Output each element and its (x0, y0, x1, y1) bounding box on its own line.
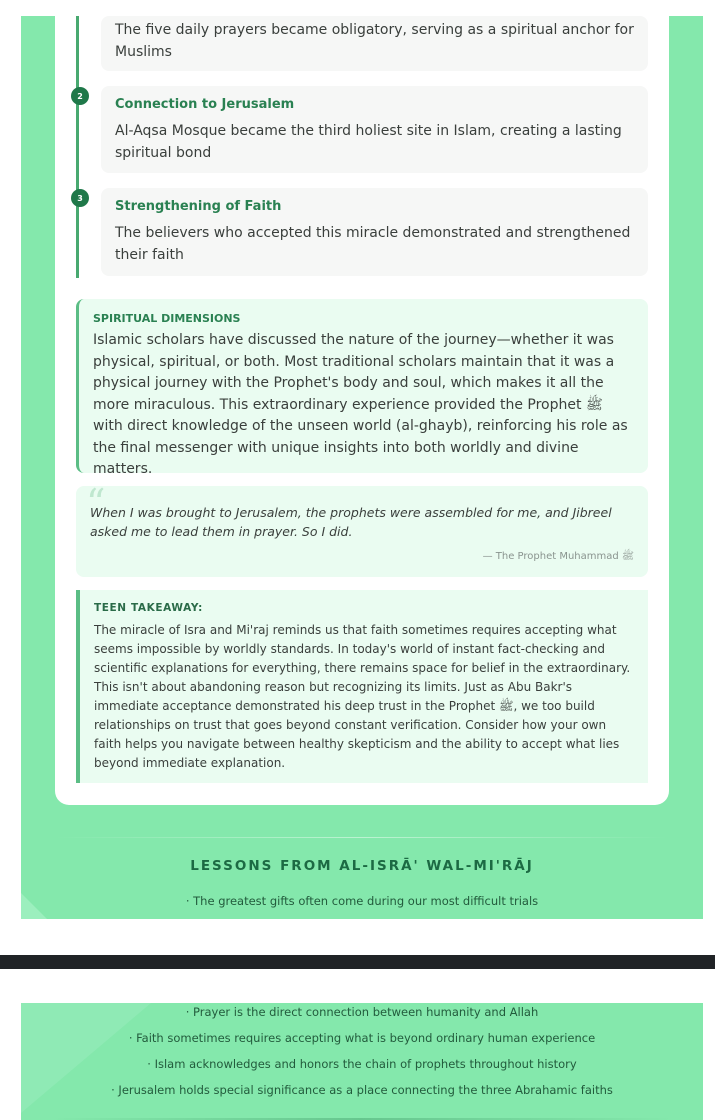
hadith-quote-box (76, 481, 648, 577)
quote-text: When I was brought to Jerusalem, the prophets were assembled for me, and Jibreel asked me to lead them in prayer. So I did. (90, 505, 612, 539)
timeline-item-daily-prayers (101, 16, 648, 71)
lesson-item: · Islam acknowledges and honors the chain of prophets throughout history (147, 1057, 577, 1071)
lesson-item: · The greatest gifts often come during our most difficult trials (185, 894, 539, 908)
timeline-item-jerusalem (101, 86, 648, 173)
timeline-item-title: Connection to Jerusalem (115, 97, 295, 112)
lesson-item: · Prayer is the direct connection between humanity and Allah (185, 1005, 539, 1019)
teen-takeaway-text: The miracle of Isra and Mi'raj reminds us that faith sometimes requires accepting what seems impossible by worldly standards. In today's world of instant fact-checking and scientific explanations for everything, there remains space for belief in the extraordinary. This isn't about abandoning reason but recognizing its limits. Just as Abu Bakr's immediate acceptance demonstrated his deep trust in the Prophet ﷺ, we too build relationships on trust that goes beyond constant verification. Consider how your own faith helps you navigate between healthy skepticism and the ability to accept what lies beyond immediate explanation. (94, 623, 631, 770)
spiritual-dimensions-heading: SPIRITUAL DIMENSIONS (93, 312, 241, 325)
section-divider (55, 837, 669, 838)
timeline-item-faith (101, 188, 648, 276)
spiritual-dimensions-text: Islamic scholars have discussed the nature of the journey—whether it was physical, spiritual, or both. Most traditional scholars maintain that it was a physical journey with the Prophet's body and soul, which makes it all the more miraculous. This extraordinary experience provided the Prophet ﷺ with direct knowledge of the unseen world (al-ghayb), reinforcing his role as the final messenger with unique insights into both worldly and divine matters. (93, 332, 628, 477)
teen-takeaway-heading: TEEN TAKEAWAY: (94, 602, 203, 614)
quote-mark-icon: “ (86, 481, 106, 525)
timeline-item-title: Strengthening of Faith (115, 199, 282, 214)
timeline-line (76, 16, 79, 278)
spiritual-dimensions-box (76, 299, 648, 477)
timeline-item-text: The believers who accepted this miracle demonstrated and strengthened their faith (115, 225, 631, 263)
timeline-item-text: The five daily prayers became obligatory, serving as a spiritual anchor for Muslims (115, 22, 634, 60)
timeline-number-2: 2 (71, 87, 89, 105)
teen-takeaway-box (76, 590, 648, 783)
quote-attribution: — The Prophet Muhammad ﷺ (482, 551, 634, 562)
lesson-item: · Jerusalem holds special significance as a place connecting the three Abrahamic faiths (111, 1083, 613, 1097)
timeline-item-text: Al-Aqsa Mosque became the third holiest site in Islam, creating a lasting spiritual bond (115, 123, 622, 161)
dark-separator-bar (0, 955, 715, 969)
timeline-number-3: 3 (71, 189, 89, 207)
lessons-title: LESSONS FROM AL-ISRĀ' WAL-MI'RĀJ (190, 858, 534, 874)
lesson-item: · Faith sometimes requires accepting what is beyond ordinary human experience (128, 1031, 596, 1045)
